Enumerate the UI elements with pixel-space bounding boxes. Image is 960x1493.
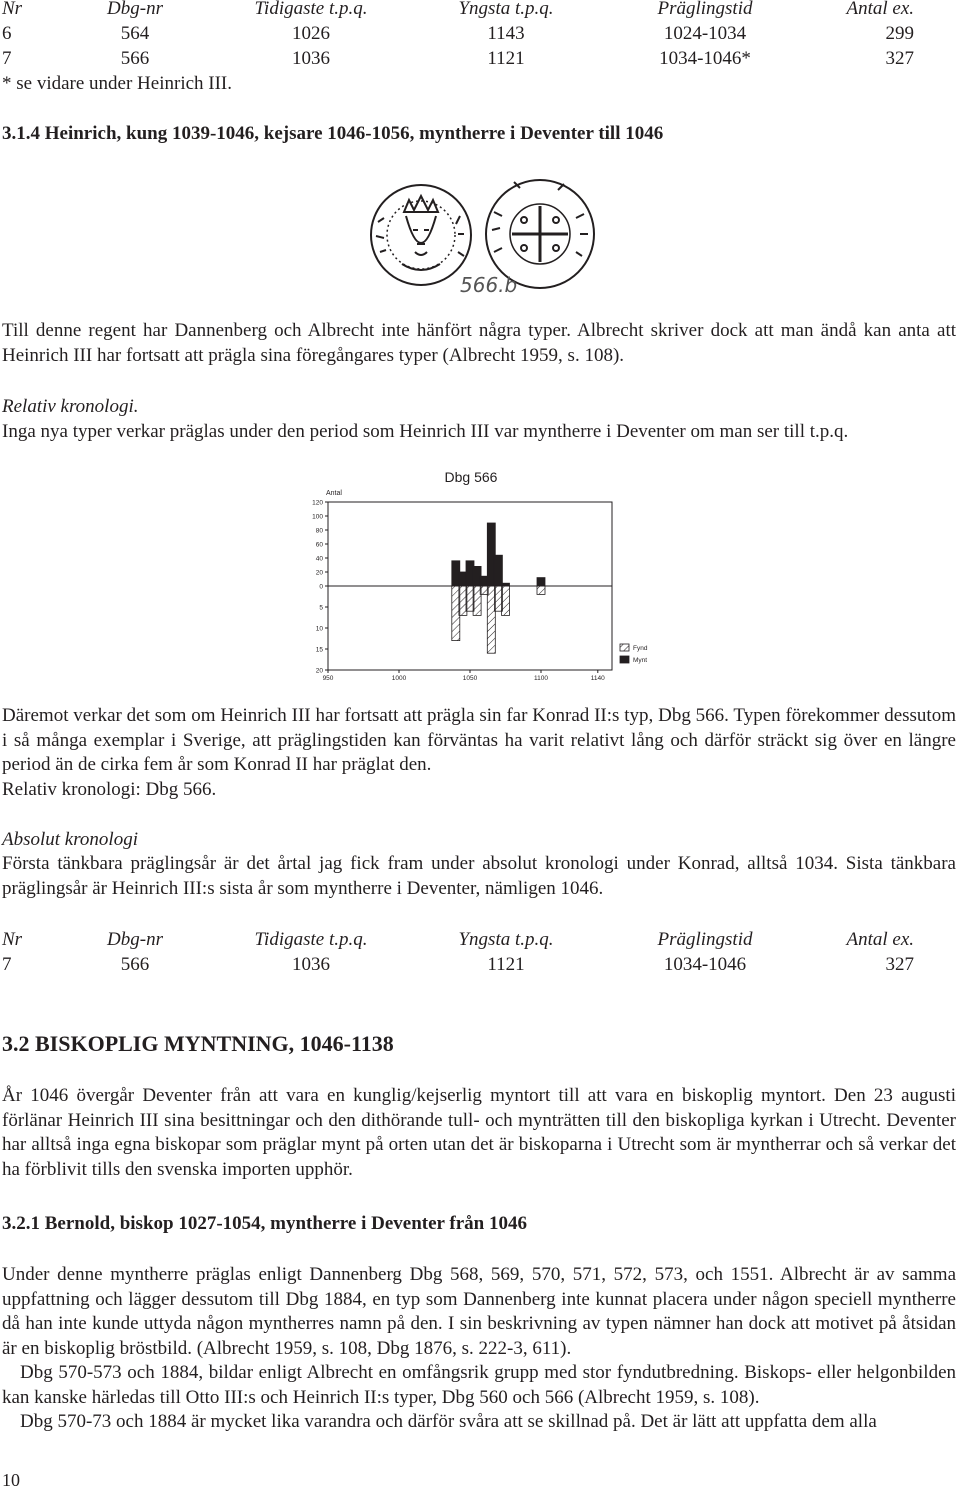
bar-fynd <box>502 586 510 615</box>
paragraph: Inga nya typer verkar präglas under den period som Heinrich III var myntherre i Deventer om man ser till t.p.q. <box>2 421 849 442</box>
x-tick-label: 1100 <box>534 675 548 682</box>
table-cell: 7 <box>2 48 12 69</box>
paragraph: Till denne regent har Dannenberg och Albrecht inte hänfört några typer. Albrecht skriver dock att man ändå kan anta att Heinrich III har fortsatt att prägla sina föregångares typer (Albrecht 1959, s. 108). <box>2 320 956 366</box>
section-heading-2: 3.2 BISKOPLIG MYNTNING, 1046-1138 <box>2 1031 394 1056</box>
y-tick-label: 0 <box>319 583 323 591</box>
table2-header-latest: Yngsta t.p.q. <box>458 929 554 950</box>
y-tick-label: 20 <box>315 667 323 675</box>
table-cell: 299 <box>885 23 914 44</box>
section-heading: 3.1.4 Heinrich, kung 1039-1046, kejsare 1046-1056, myntherre i Deventer till 1046 <box>2 123 664 144</box>
table-cell: 1024-1034 <box>663 23 747 44</box>
y-tick-label: 80 <box>315 527 323 535</box>
y-tick-label: 40 <box>315 555 323 563</box>
table-cell: 6 <box>2 23 12 44</box>
table-cell: 1121 <box>487 48 525 69</box>
table1-header-nr: Nr <box>2 0 23 19</box>
table1-footnote: * se vidare under Heinrich III. <box>2 73 233 94</box>
table-cell: 1034-1046 <box>663 954 747 975</box>
table1-header-row <box>2 0 914 21</box>
table2-header-nr: Nr <box>2 929 23 950</box>
dbg566-chart <box>296 462 666 684</box>
absolute-chronology-label: Absolut kronologi <box>2 829 138 850</box>
y-tick-label: 10 <box>315 625 323 633</box>
chart-y-label: Antal <box>326 490 342 497</box>
subsection-heading: 3.2.1 Bernold, biskop 1027-1054, myntherre i Deventer från 1046 <box>2 1213 527 1234</box>
table2-header-earliest: Tidigaste t.p.q. <box>254 929 368 950</box>
relative-chronology-label: Relativ kronologi. <box>2 396 139 417</box>
paragraph: Första tänkbara präglingsår är det årtal jag fick fram under absolut kronologi under Konrad, alltså 1034. Sista tänkbara präglingsår är Heinrich III:s sista år som myntherre i Deventer, nämligen 1046. <box>2 853 956 899</box>
table1-header-count: Antal ex. <box>846 0 914 19</box>
table2-header-minting: Präglingstid <box>657 929 753 950</box>
y-tick-label: 100 <box>312 513 323 521</box>
table-cell: 327 <box>885 48 914 69</box>
legend-label: Mynt <box>633 657 648 664</box>
y-tick-label: 60 <box>315 541 323 549</box>
legend-swatch <box>620 656 629 663</box>
legend-swatch <box>620 644 629 651</box>
paragraph: Under denne myntherre präglas enligt Dannenberg Dbg 568, 569, 570, 571, 572, 573, och 1551. Albrecht är av samma uppfattning och lägger dessutom till Dbg 1884, en typ som Dannenberg inte kunnat placera under någon speciell myntherre då han inte kunde uttyda någon myntherres namn på den. I sin beskrivning av typen nämner han dock att motivet på åtsidan är en biskoplig bröstbild. (Albrecht 1959, s. 108, Dbg 1876, s. 222-3, 611). <box>2 1264 956 1359</box>
table1-header-dbg: Dbg-nr <box>107 0 163 19</box>
y-tick-label: 20 <box>315 569 323 577</box>
table-cell: 7 <box>2 954 12 975</box>
table-cell: 1036 <box>292 48 330 69</box>
bar-fynd <box>537 586 545 594</box>
x-tick-label: 1140 <box>590 675 605 682</box>
page-number: 10 <box>2 1470 20 1490</box>
table-cell: 566 <box>120 48 150 69</box>
chart-title: Dbg 566 <box>444 469 498 485</box>
table1-header-earliest: Tidigaste t.p.q. <box>254 0 368 19</box>
table2-header-dbg: Dbg-nr <box>107 929 163 950</box>
table-cell: 327 <box>885 954 914 975</box>
table-row <box>2 22 914 46</box>
table1-header-minting: Präglingstid <box>657 0 753 19</box>
table-cell: 1036 <box>292 954 330 975</box>
paragraph: Däremot verkar det som om Heinrich III har fortsatt att prägla sin far Konrad II:s typ, Dbg 566. Typen förekommer dessutom i så många exemplar i Sverige, att präglingstiden kan förväntas ha varit relativt lång och därför sträckt sig över en längre period än de cirka fem år som Konrad II har präglat den. <box>2 705 956 775</box>
table-cell: 1121 <box>487 954 525 975</box>
table-cell: 564 <box>120 23 150 44</box>
y-tick-label: 15 <box>315 646 323 654</box>
table-cell: 566 <box>120 954 150 975</box>
table2-header-row <box>2 928 914 952</box>
x-tick-label: 950 <box>322 675 334 682</box>
table-row <box>2 47 914 71</box>
bar-mynt <box>502 583 510 586</box>
legend-label: Fynd <box>633 645 648 652</box>
coin-drawing-caption: 566.b <box>460 273 518 297</box>
table1-header-latest: Yngsta t.p.q. <box>458 0 554 19</box>
x-tick-label: 1000 <box>391 675 407 682</box>
paragraph: Dbg 570-73 och 1884 är mycket lika varandra och därför svåra att se skillnad på. Det är lätt att uppfatta dem alla <box>20 1411 877 1432</box>
table-cell: 1143 <box>487 23 525 44</box>
table-cell: 1034-1046* <box>659 48 751 69</box>
bar-mynt <box>494 555 502 586</box>
paragraph: Dbg 570-573 och 1884, bildar enligt Albrecht en omfångsrik grupp med stor fyndutbredning. Biskops- eller helgonbilden kan kanske härledas till Otto III:s och Heinrich II:s typer, Dbg 560 och 566 (Albrecht 1959, s. 108). <box>2 1362 956 1408</box>
y-tick-label: 120 <box>312 499 323 507</box>
table-row <box>2 953 914 977</box>
relative-chronology-result: Relativ kronologi: Dbg 566. <box>2 779 217 800</box>
paragraph: År 1046 övergår Deventer från att vara en kunglig/kejserlig myntort till att vara en biskoplig myntort. Den 23 augusti förlänar Heinrich III sina besittningar och den dithörande tull- och mynträtten till den biskopliga kyrkan i Utrecht. Deventer har alltså inga egna biskopar som präglar mynt på orten utan det är biskoparna i Utrecht som är myntherrar och så verkar det ha förblivit tills den svenska importen upphör. <box>2 1085 956 1180</box>
y-tick-label: 5 <box>319 604 323 612</box>
table-cell: 1026 <box>292 23 330 44</box>
table2-header-count: Antal ex. <box>846 929 914 950</box>
x-tick-label: 1050 <box>462 675 478 682</box>
bar-mynt <box>537 578 545 586</box>
